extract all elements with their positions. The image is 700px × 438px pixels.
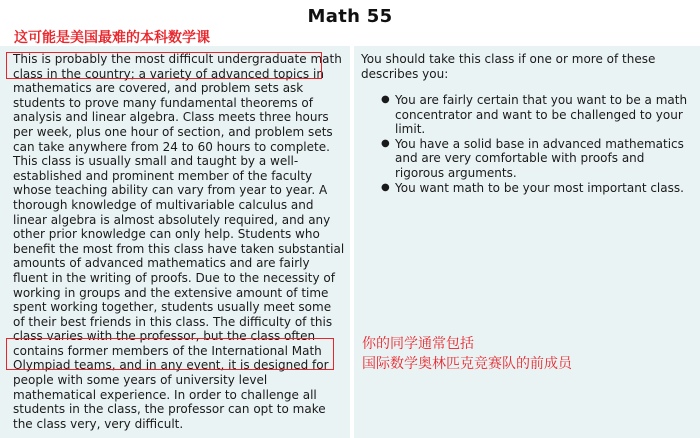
list-item-text: You have a solid base in advanced mathematics and are very comfortable with proofs and rigorous arguments. [395, 136, 684, 180]
bullet-icon: ● [381, 181, 390, 193]
description-panel [0, 46, 350, 438]
list-item [381, 136, 693, 181]
criteria-intro: You should take this class if one or more of these describes you: [361, 52, 656, 81]
annotation-bottom [362, 334, 572, 374]
bullet-icon: ● [381, 94, 390, 105]
list-item [381, 93, 693, 137]
annotation-bottom-line2: 国际数学奥林匹克竞赛队的前成员 [362, 356, 572, 372]
list-item-text: You want math to be your most important class. [395, 180, 684, 195]
annotation-bottom-line1: 你的同学通常包括 [362, 336, 474, 352]
list-item [381, 180, 693, 196]
criteria-panel [354, 46, 700, 438]
list-item-text: You are fairly certain that you want to be a math concentrator and want to be challenged to your limit. [395, 93, 688, 137]
description-text: This is probably the most difficult undergraduate math class in the country; a variety of advanced topics in mathematics are covered, and problem sets ask students to prove many fundamental theorems of analysis and linear algebra. Class meets three hours per week, plus one hour of section, and problem sets can take anywhere from 24 to 60 hours to complete. This class is usually small and taught by a well-established and prominent member of the faculty whose teaching ability can vary from year to year. A thorough knowledge of multivariable calculus and linear algebra is almost absolutely required, and any other prior knowledge can only help. Students who benefit the most from this class have taken substantial amounts of advanced mathematics and are fairly fluent in the writing of proofs. Due to the necessity of working in groups and the extensive amount of time spent working together, students usually meet some of their best friends in this class. The difficulty of this class varies with the professor, but the class often contains former members of the International Math Olympiad teams, and in any event, it is designed for people with some years of university level mathematical experience. In order to challenge all students in the class, the professor can opt to make the class very, very difficult. [13, 52, 345, 431]
annotation-top: 这可能是美国最难的本科数学课 [14, 30, 210, 46]
bullet-icon: ● [381, 137, 390, 149]
criteria-list [361, 93, 693, 195]
page-title: Math 55 [307, 6, 393, 27]
